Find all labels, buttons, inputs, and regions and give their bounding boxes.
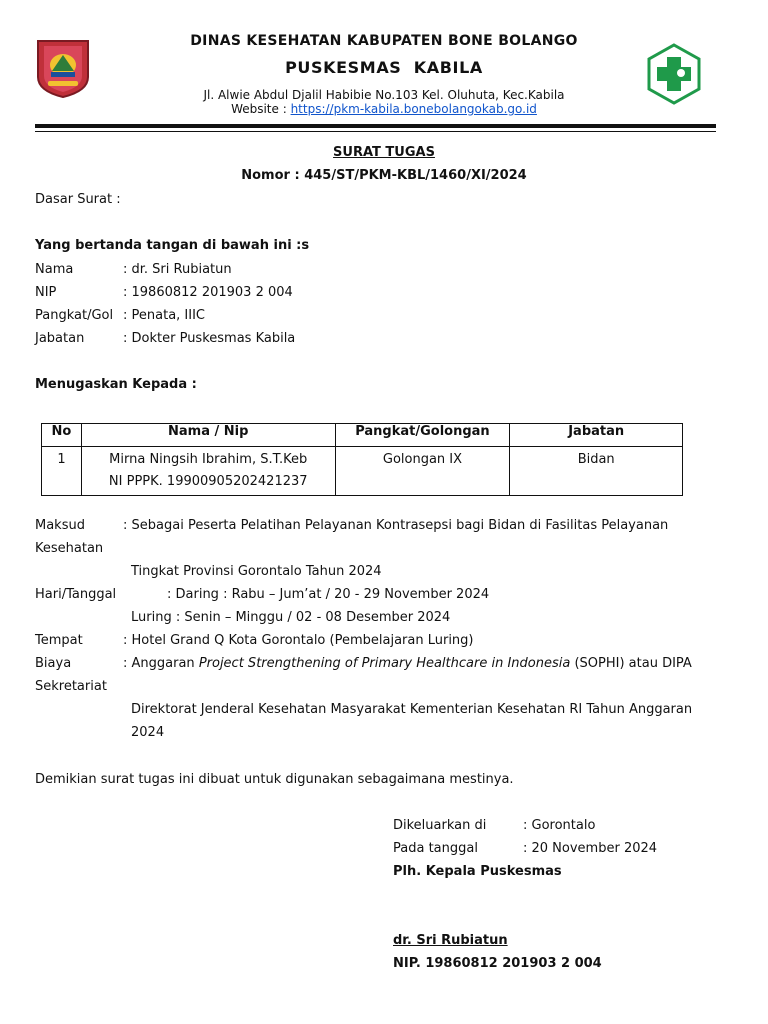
issue-place-value: : Gorontalo xyxy=(523,818,596,833)
website-link[interactable]: https://pkm-kabila.bonebolangokab.go.id xyxy=(290,102,537,116)
biaya-row xyxy=(35,652,735,675)
col-header-no: No xyxy=(42,424,82,447)
office-name: PUSKESMAS KABILA xyxy=(285,58,483,77)
hari-luring: Luring : Senin – Minggu / 02 - 08 Desember 2024 xyxy=(131,610,451,625)
cell-jabatan: Bidan xyxy=(510,447,683,496)
issue-date-label: Pada tanggal xyxy=(393,841,478,856)
header-divider-thin xyxy=(35,131,716,132)
office-address: Jl. Alwie Abdul Djalil Habibie No.103 Kel. Oluhuta, Kec.Kabila xyxy=(203,88,565,102)
biaya-wrap: Sekretariat xyxy=(35,679,107,694)
tempat-row xyxy=(35,629,735,652)
biaya-prefix: : Anggaran xyxy=(123,656,199,671)
assign-intro: Menugaskan Kepada : xyxy=(35,377,197,392)
col-header-golongan: Pangkat/Golongan xyxy=(335,424,510,447)
signer-value: : dr. Sri Rubiatun xyxy=(123,262,232,277)
signer-name: dr. Sri Rubiatun xyxy=(393,933,508,948)
issue-date-value: : 20 November 2024 xyxy=(523,841,658,856)
signer-row xyxy=(35,281,295,304)
signer-nip: NIP. 19860812 201903 2 004 xyxy=(393,956,602,971)
website-label: Website : xyxy=(231,102,291,116)
signer-intro: Yang bertanda tangan di bawah ini :s xyxy=(35,238,310,253)
tempat-label: Tempat xyxy=(35,633,83,648)
col-header-jabatan: Jabatan xyxy=(510,424,683,447)
signer-role: Plh. Kepala Puskesmas xyxy=(393,864,562,879)
document-title: SURAT TUGAS xyxy=(333,145,435,160)
signer-label: NIP xyxy=(35,285,57,300)
document-number: Nomor : 445/ST/PKM-KBL/1460/XI/2024 xyxy=(241,168,527,183)
assignee-nip: NI PPPK. 19900905202421237 xyxy=(108,474,308,489)
cell-golongan: Golongan IX xyxy=(335,447,510,496)
website-line xyxy=(0,102,768,116)
biaya-program: Project Strengthening of Primary Healthcare in Indonesia xyxy=(198,656,571,671)
signature-space xyxy=(393,883,713,929)
closing-statement: Demikian surat tugas ini dibuat untuk digunakan sebagaimana mestinya. xyxy=(35,772,514,787)
table-row xyxy=(42,447,683,496)
issue-place-label: Dikeluarkan di xyxy=(393,818,487,833)
biaya-label: Biaya xyxy=(35,656,72,671)
biaya-suffix: (SOPHI) atau DIPA xyxy=(570,656,692,671)
signer-block xyxy=(35,258,295,350)
maksud-cont: Tingkat Provinsi Gorontalo Tahun 2024 xyxy=(131,564,382,579)
agency-name: DINAS KESEHATAN KABUPATEN BONE BOLANGO xyxy=(190,33,578,49)
cell-no: 1 xyxy=(42,447,82,496)
maksud-wrap: Kesehatan xyxy=(35,541,104,556)
maksud-label: Maksud xyxy=(35,518,85,533)
signer-row xyxy=(35,327,295,350)
issue-date-row xyxy=(393,837,713,860)
signer-value: : 19860812 201903 2 004 xyxy=(123,285,293,300)
signer-label: Nama xyxy=(35,262,74,277)
dasar-surat: Dasar Surat : xyxy=(35,192,121,207)
maksud-row xyxy=(35,514,735,537)
assignee-table xyxy=(41,423,683,496)
signer-value: : Penata, IIIC xyxy=(123,308,205,323)
hari-daring: : Daring : Rabu – Jum’at / 20 - 29 November 2024 xyxy=(167,587,490,602)
assignee-name: Mirna Ningsih Ibrahim, S.T.Keb xyxy=(109,452,308,467)
signature-block xyxy=(393,814,713,975)
signer-row xyxy=(35,258,295,281)
header-divider xyxy=(35,124,716,128)
hari-label: Hari/Tanggal xyxy=(35,587,117,602)
signer-label: Jabatan xyxy=(35,331,85,346)
hari-row xyxy=(35,583,735,606)
biaya-cont1: Direktorat Jenderal Kesehatan Masyarakat Kementerian Kesehatan RI Tahun Anggaran xyxy=(131,702,693,717)
signer-value: : Dokter Puskesmas Kabila xyxy=(123,331,296,346)
issue-place-row xyxy=(393,814,713,837)
tempat-text: : Hotel Grand Q Kota Gorontalo (Pembelajaran Luring) xyxy=(123,633,474,648)
signer-row xyxy=(35,304,295,327)
col-header-name: Nama / Nip xyxy=(81,424,335,447)
details-block xyxy=(35,514,735,744)
signer-label: Pangkat/Gol xyxy=(35,308,114,323)
maksud-text: : Sebagai Peserta Pelatihan Pelayanan Kontrasepsi bagi Bidan di Fasilitas Pelayanan xyxy=(123,518,669,533)
biaya-cont2: 2024 xyxy=(131,725,165,740)
table-header-row xyxy=(42,424,683,447)
cell-name-nip xyxy=(81,447,335,496)
